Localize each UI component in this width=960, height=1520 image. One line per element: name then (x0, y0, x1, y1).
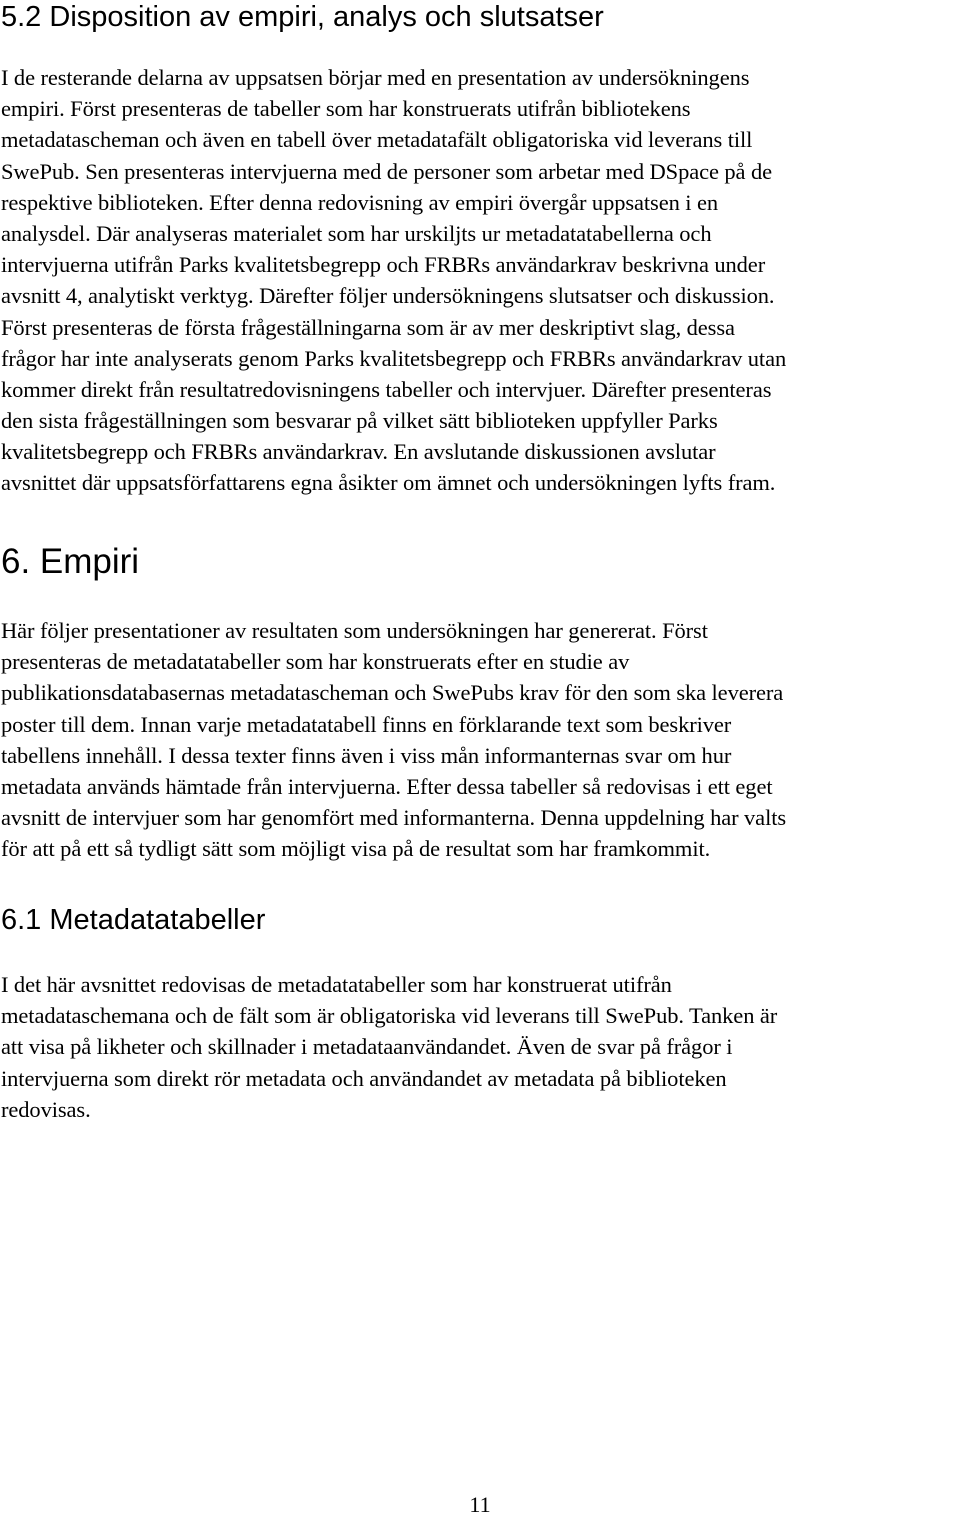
text-line: publikationsdatabasernas metadatascheman och SwePubs krav för den som ska leverera (1, 680, 784, 706)
text-line: avsnitt 4, analytiskt verktyg. Därefter följer undersökningens slutsatser och diskussion. (1, 283, 775, 309)
text-line: avsnitt de intervjuer som har genomfört med informanterna. Denna uppdelning har valts (1, 805, 787, 831)
text-line: frågor har inte analyserats genom Parks kvalitetsbegrepp och FRBRs användarkrav utan (1, 345, 787, 371)
text-line: den sista frågeställningen som besvarar på vilket sätt biblioteken uppfyller Parks (1, 408, 718, 434)
text-line: metadatascheman och även en tabell över metadatafält obligatoriska vid leverans till (1, 127, 753, 153)
text-line: kvalitetsbegrepp och FRBRs användarkrav. En avslutande diskussionen avslutar (1, 439, 716, 465)
text-line: SwePub. Sen presenteras intervjuerna med de personer som arbetar med DSpace på de (1, 158, 773, 184)
text-line: att visa på likheter och skillnader i metadataanvändandet. Även de svar på frågor i (1, 1034, 733, 1060)
text-line: empiri. Först presenteras de tabeller som har konstruerats utifrån bibliotekens (1, 96, 691, 122)
text-line: redovisas. (1, 1096, 91, 1122)
paragraph-disposition (1, 62, 957, 499)
text-line: metadataschemana och de fält som är obligatoriska vid leverans till SwePub. Tanken är (1, 1003, 778, 1029)
text-line: för att på ett så tydligt sätt som möjligt visa på de resultat som har framkommit. (1, 836, 711, 862)
text-line: poster till dem. Innan varje metadatatabell finns en förklarande text som beskriver (1, 711, 732, 737)
chapter-heading-6: 6. Empiri (1, 542, 140, 581)
paragraph-metadatatabeller (1, 969, 957, 1125)
page-number: 11 (469, 1492, 491, 1517)
text-line: respektive biblioteken. Efter denna redovisning av empiri övergår uppsatsen i en (1, 189, 718, 215)
text-line: I det här avsnittet redovisas de metadatatabeller som har konstruerat utifrån (1, 972, 672, 997)
text-line: tabellens innehåll. I dessa texter finns även i viss mån informanternas svar om hur (1, 742, 732, 768)
text-line: kommer direkt från resultatredovisningens tabeller och intervjuer. Därefter presenteras (1, 376, 772, 402)
text-line: analysdel. Där analyseras materialet som har urskiljts ur metadatatabellerna och (1, 220, 712, 246)
text-line: I de resterande delarna av uppsatsen börjar med en presentation av undersökningens (1, 65, 750, 90)
text-line: avsnittet där uppsatsförfattarens egna åsikter om ämnet och undersökningen lyfts fram. (1, 470, 776, 496)
section-heading-6-1: 6.1 Metadatatabeller (1, 904, 266, 936)
paragraph-empiri (1, 615, 957, 865)
text-line: intervjuerna utifrån Parks kvalitetsbegrepp och FRBRs användarkrav beskrivna under (1, 252, 766, 278)
text-line: Här följer presentationer av resultaten som undersökningen har genererat. Först (1, 618, 708, 643)
text-line: presenteras de metadatatabeller som har konstruerats efter en studie av (1, 649, 630, 675)
text-line: intervjuerna som direkt rör metadata och användandet av metadata på biblioteken (1, 1065, 727, 1091)
section-heading-5-2: 5.2 Disposition av empiri, analys och slutsatser (1, 1, 604, 33)
text-line: Först presenteras de första frågeställningarna som är av mer deskriptivt slag, dessa (1, 314, 735, 340)
text-line: metadata används hämtade från intervjuerna. Efter dessa tabeller så redovisas i ett eget (1, 773, 773, 799)
